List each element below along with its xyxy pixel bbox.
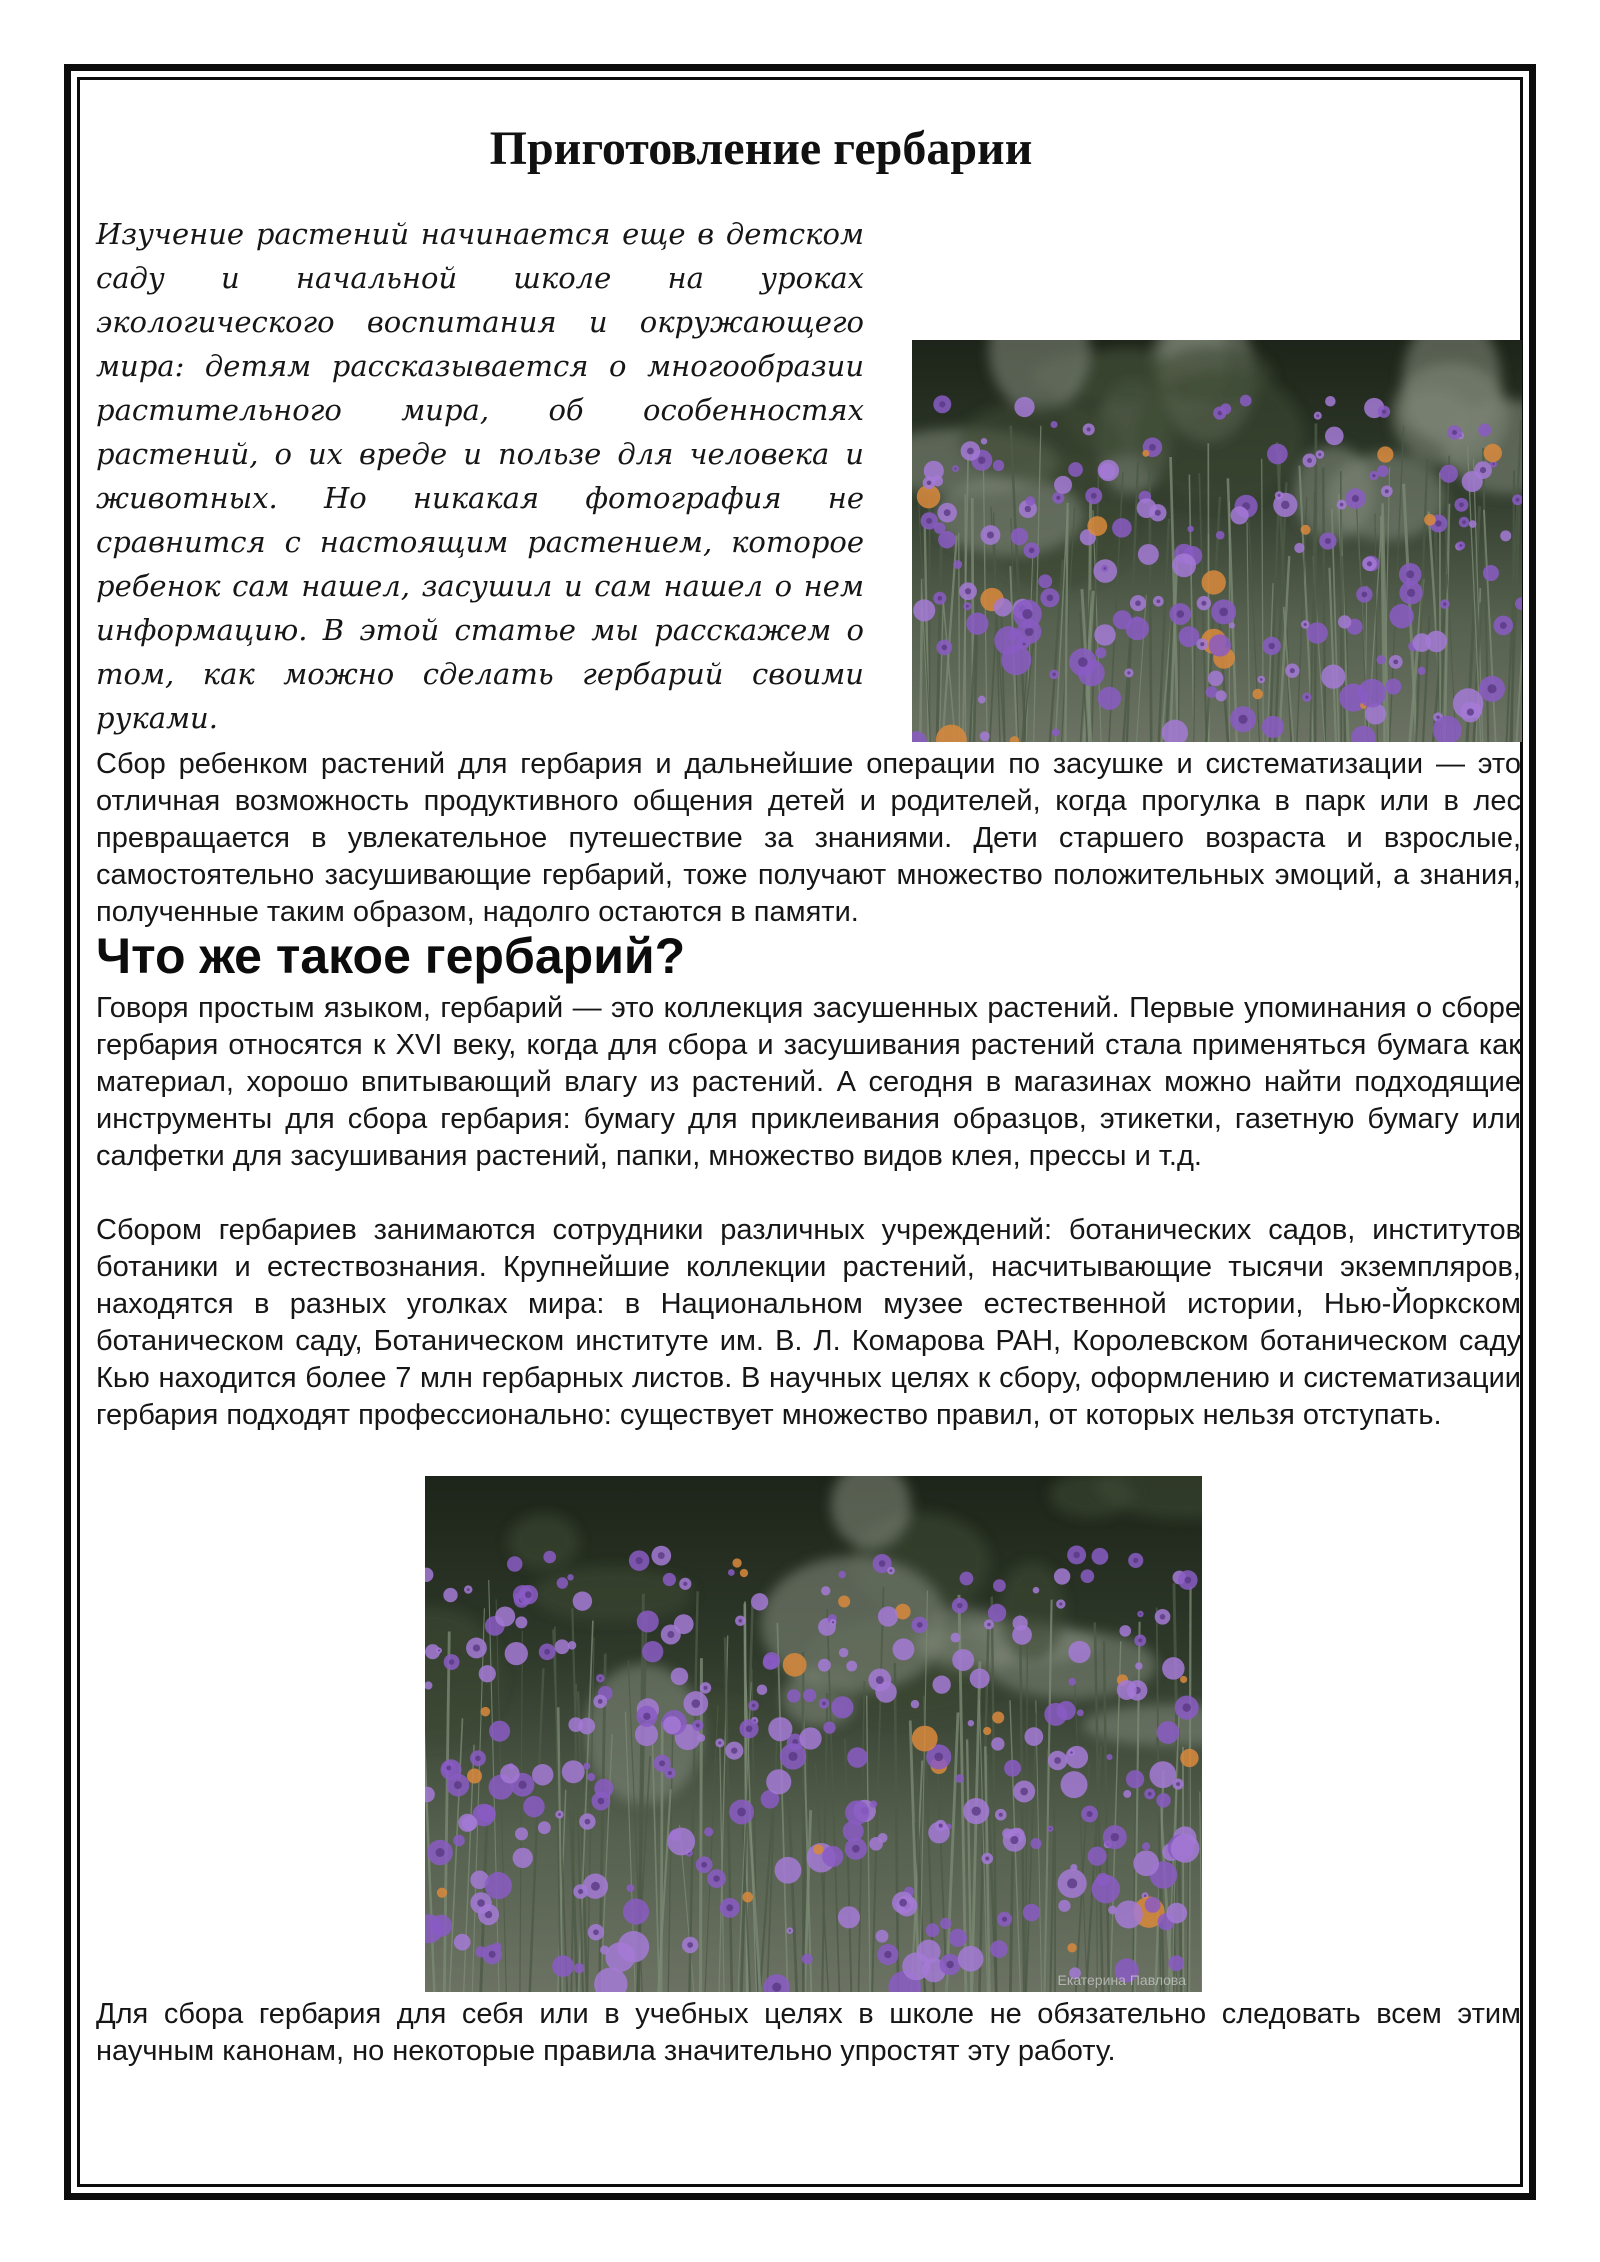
- section-heading: Что же такое гербарий?: [96, 928, 686, 984]
- photo-watermark: Екатерина Павлова: [1057, 1972, 1186, 1988]
- paragraph-2: Говоря простым языком, гербарий — это коллекция засушенных растений. Первые упоминания о сборе гербария относятся к XVI веку, когда для сбора и засушивания растений стала применяться бумага как материал, хорошо впитывающий влагу из растений. А сегодня в магазинах можно найти подходящие инструменты для сбора гербария: бумагу для приклеивания образцов, этикетки, газетную бумагу или салфетки для засушивания растений, папки, множество видов клея, прессы и т.д.: [96, 992, 1521, 1172]
- flowers-photo-top: [912, 340, 1522, 742]
- paragraph-4: Для сбора гербария для себя или в учебных целях в школе не обязательно следовать всем этим научным канонам, но некоторые правила значительно упростят эту работу.: [96, 1998, 1521, 2067]
- paragraph-3: Сбором гербариев занимаются сотрудники различных учреждений: ботанических садов, институтов ботаники и естествознания. Крупнейшие коллекции растений, насчитывающие тысячи экземпляров, находятся в разных уголках мира: в Национальном музее естественной истории, Нью-Йоркском ботаническом саду, Ботаническом институте им. В. Л. Комарова РАН, Королевском ботаническом саду Кью находится более 7 млн гербарных листов. В научных целях к сбору, оформлению и систематизации гербария подходят профессионально: существует множество правил, от которых нельзя отступать.: [96, 1214, 1521, 1431]
- paragraph-1: Сбор ребенком растений для гербария и дальнейшие операции по засушке и систематизации — это отличная возможность продуктивного общения детей и родителей, когда прогулка в парк или в лес превращается в увлекательное путешествие за знаниями. Дети старшего возраста и взрослые, самостоятельно засушивающие гербарий, тоже получают множество положительных эмоций, а знания, полученные таким образом, надолго остаются в памяти.: [96, 748, 1521, 928]
- document-title: Приготовление гербарии: [489, 122, 1033, 175]
- intro-paragraph: Изучение растений начинается еще в детском саду и начальной школе на уроках экологического воспитания и окружающего мира: детям рассказывается о многообразии растительного мира, об особенностях растений, о их вреде и пользе для человека и животных. Но никакая фотография не сравнится с настоящим растением, которое ребенок сам нашел, засушил и сам нашел о нем информацию. В этой статье мы расскажем о том, как можно сделать гербарий своими руками.: [96, 217, 864, 735]
- flowers-photo-bottom: [425, 1476, 1202, 1992]
